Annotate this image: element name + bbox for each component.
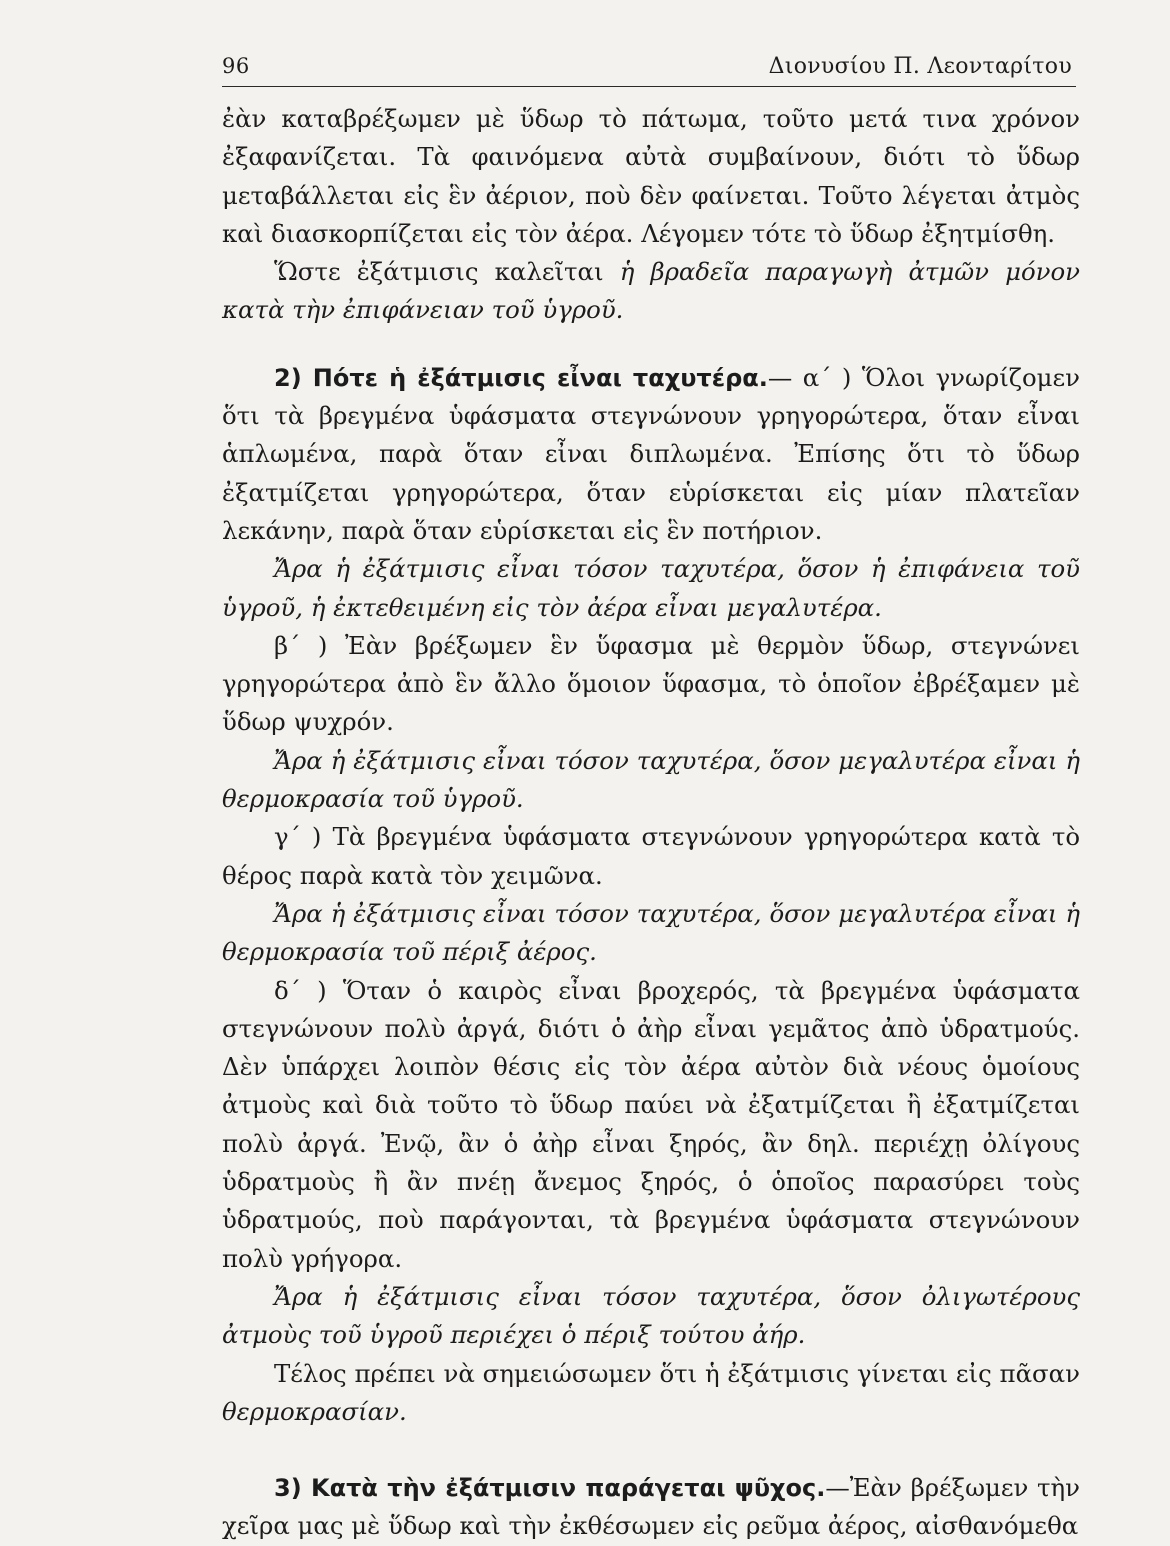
paragraph-intro: ἐὰν καταβρέξωμεν μὲ ὕδωρ τὸ πάτωμα, τοῦτο μετά τινα χρόνον ἐξαφανίζεται. Τὰ φαινόμενα αὐτὰ συμβαίνουν, διότι τὸ ὕδωρ μεταβάλλεται εἰς ἓν ἀέριον, ποὺ δὲν φαίνεται. Τοῦτο λέγεται ἀτμὸς καὶ διασκορπίζεται εἰς τὸν ἀέρα. Λέγομεν τότε τὸ ὕδωρ ἐξητμίσθη. [222, 104, 1080, 248]
conclusion-4: Ἄρα ἡ ἐξάτμισις εἶναι τόσον ταχυτέρα, ὅσον ὀλιγωτέρους ἀτμοὺς τοῦ ὑγροῦ περιέχει ὁ πέριξ τούτου ἀήρ. [222, 1281, 1080, 1350]
final-lead: Τέλος πρέπει νὰ σημειώσωμεν ὅτι ἡ ἐξάτμισις γίνεται εἰς πᾶσαν [274, 1358, 1080, 1388]
section-2 [222, 359, 1080, 550]
paragraph-gamma: γ΄ ) Τὰ βρεγμένα ὑφάσματα στεγνώνουν γρηγορώτερα κατὰ τὸ θέρος παρὰ κατὰ τὸν χειμῶνα. [222, 822, 1080, 890]
section-3-heading: 3) Κατὰ τὴν ἐξάτμισιν παράγεται ψῦχος. [274, 1474, 826, 1503]
definition-lead: Ὥστε ἐξάτμισις καλεῖται [274, 257, 604, 287]
definition-italic: ἡ βραδεῖα παραγωγὴ ἀτμῶν μόνον κατὰ τὴν ἐπιφάνειαν τοῦ ὑγροῦ. [222, 257, 1080, 325]
conclusion-3: Ἄρα ἡ ἐξάτμισις εἶναι τόσον ταχυτέρα, ὅσον μεγαλυτέρα εἶναι ἡ θερμοκρασία τοῦ πέριξ ἀέρος. [222, 898, 1080, 967]
conclusion-1: Ἄρα ἡ ἐξάτμισις εἶναι τόσον ταχυτέρα, ὅσον ἡ ἐπιφάνεια τοῦ ὑγροῦ, ἡ ἐκτεθειμένη εἰς τὸν ἀέρα εἶναι μεγαλυτέρα. [222, 554, 1080, 622]
section-2-heading: 2) Πότε ἡ ἐξάτμισις εἶναι ταχυτέρα. [274, 363, 768, 392]
paragraph-beta: β΄ ) Ἐὰν βρέξωμεν ἓν ὕφασμα μὲ θερμὸν ὕδωρ, στεγνώνει γρηγορώτερα ἀπὸ ἓν ἄλλο ὅμοιον ὕφασμα, τὸ ὁποῖον ἐβρέξαμεν μὲ ὕδωρ ψυχρόν. [222, 630, 1080, 737]
conclusion-2: Ἄρα ἡ ἐξάτμισις εἶναι τόσον ταχυτέρα, ὅσον μεγαλυτέρα εἶναι ἡ θερμοκρασία τοῦ ὑγροῦ. [222, 745, 1080, 814]
final-italic: θερμοκρασίαν. [222, 1396, 407, 1426]
section-3 [222, 1469, 1080, 1546]
section-2-text: — α΄ ) Ὅλοι γνωρίζομεν ὅτι τὰ βρεγμένα ὑφάσματα στεγνώνουν γρηγορώτερα, ὅταν εἶναι ἁπλωμένα, παρὰ ὅταν εἶναι διπλωμένα. Ἐπίσης ὅτι τὸ ὕδωρ ἐξατμίζεται γρηγορώτερα, ὅταν εὑρίσκεται εἰς μίαν πλατεῖαν λεκάνην, παρὰ ὅταν εὑρίσκεται εἰς ἓν ποτήριον. [222, 362, 1081, 545]
running-head-author: Διονυσίου Π. Λεονταρίτου [768, 54, 1072, 79]
paragraph-delta: δ΄ ) Ὅταν ὁ καιρὸς εἶναι βροχερός, τὰ βρεγμένα ὑφάσματα στεγνώνουν πολὺ ἀργά, διότι ὁ ἀὴρ εἶναι γεμᾶτος ἀπὸ ὑδρατμούς. Δὲν ὑπάρχει λοιπὸν θέσις εἰς τὸν ἀέρα αὐτὸν διὰ νέους ὁμοίους ἀτμοὺς καὶ διὰ τοῦτο τὸ ὕδωρ παύει νὰ ἐξατμίζεται ἢ ἐξατμίζεται πολὺ ἀργά. Ἐνῷ, ἂν ὁ ἀὴρ εἶναι ξηρός, ἂν δηλ. περιέχῃ ὀλίγους ὑδρατμοὺς ἢ ἂν πνέῃ ἄνεμος ξηρός, ὁ ὁποῖος παρασύρει τοὺς ὑδρατμούς, ποὺ παράγονται, τὰ βρεγμένα ὑφάσματα στεγνώνουν πολὺ γρήγορα. [222, 975, 1080, 1273]
running-header [222, 46, 1076, 87]
body-text [222, 100, 1080, 1546]
paragraph-definition [222, 253, 1080, 330]
page-number: 96 [222, 54, 250, 78]
section-3-text: —Ἐὰν βρέξωμεν τὴν χεῖρα μας μὲ ὕδωρ καὶ τὴν ἐκθέσωμεν εἰς ρεῦμα ἀέρος, αἰσθανόμεθα [222, 1473, 1080, 1541]
paragraph-final [222, 1355, 1080, 1432]
